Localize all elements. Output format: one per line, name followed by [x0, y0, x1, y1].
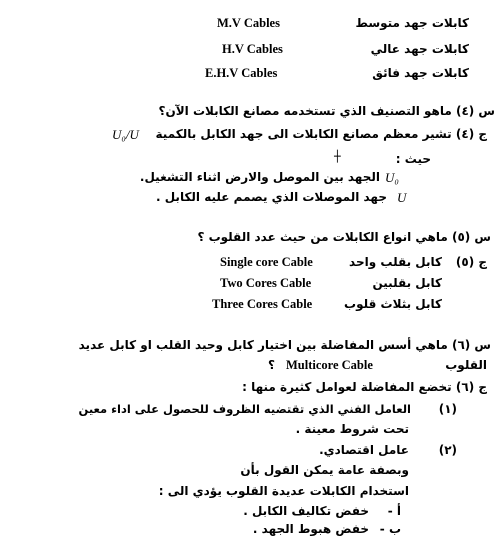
q4-where: حيث :: [395, 152, 431, 166]
q5-item-en-3: Three Cores Cable: [212, 297, 313, 311]
q6-factor2: عامل اقتصادي.: [319, 443, 409, 457]
q4-symbol: U₀/U: [112, 127, 139, 142]
q6-question-line2-end: ؟: [268, 358, 275, 372]
q5-item-ar-3: كابل بثلاث قلوب: [344, 297, 442, 311]
q6-question-line2-en: Multicore Cable: [286, 358, 373, 372]
cable-class-en-2: H.V Cables: [222, 42, 283, 56]
q4-def2-text: جهد الموصلات الذي يصمم عليه الكابل .: [155, 190, 387, 204]
q5-answer-prefix: ج (٥): [455, 255, 487, 269]
q5-item-ar-2: كابل بقلبين: [372, 276, 442, 290]
q6-factor1-number: (١): [438, 402, 457, 416]
q6-answer: ج (٦) تخضع المفاضلة لعوامل كثيرة منها :: [242, 380, 487, 394]
cable-class-ar-2: كابلات جهد عالي: [370, 42, 469, 56]
q6-question-line1: س (٦) ماهي أسس المفاضلة بين اختيار كابل وحيد القلب او كابل عديد: [78, 338, 491, 352]
q4-answer: ج (٤) تشير معظم مصانع الكابلات الى جهد الكابل بالكمية: [155, 127, 487, 141]
q4-question: س (٤) ماهو التصنيف الذي تستخدمه مصانع الكابلات الآن؟: [158, 104, 495, 118]
q6-point-label-2: ب -: [379, 522, 401, 536]
cable-class-ar-3: كابلات جهد فائق: [372, 66, 469, 80]
cursor-crosshair-icon: ┼: [334, 150, 341, 163]
q6-factor2-number: (٢): [438, 443, 457, 457]
q6-usage: استخدام الكابلات عديدة القلوب يؤدي الى :: [158, 484, 409, 498]
q5-question: س (٥) ماهي انواع الكابلات من حيث عدد القلوب ؟: [197, 230, 491, 244]
q6-question-line2-ar: القلوب: [445, 358, 487, 372]
q4-def1-symbol: U₀: [385, 170, 399, 185]
q4-def2-symbol: U: [397, 190, 407, 205]
q6-general: وبصفة عامة يمكن القول بأن: [240, 463, 409, 477]
q5-item-en-2: Two Cores Cable: [220, 276, 312, 290]
q4-def1-text: الجهد بين الموصل والارض اثناء التشغيل.: [139, 170, 380, 184]
q6-point-text-2: خفض هبوط الجهد .: [252, 522, 369, 536]
cable-class-en-3: E.H.V Cables: [205, 66, 278, 80]
q6-point-text-1: خفض تكاليف الكابل .: [243, 504, 369, 518]
q6-point-label-1: أ -: [387, 504, 401, 518]
q5-item-ar-1: كابل بقلب واحد: [349, 255, 442, 269]
cable-class-ar-1: كابلات جهد متوسط: [355, 16, 469, 30]
cable-class-en-1: M.V Cables: [217, 16, 280, 30]
q6-factor1-line2: تحت شروط معينة .: [295, 422, 409, 436]
q5-item-en-1: Single core Cable: [220, 255, 313, 269]
q6-factor1-line1: العامل الفني الذي تقتضيه الظروف للحصول على اداء معين: [78, 402, 411, 416]
